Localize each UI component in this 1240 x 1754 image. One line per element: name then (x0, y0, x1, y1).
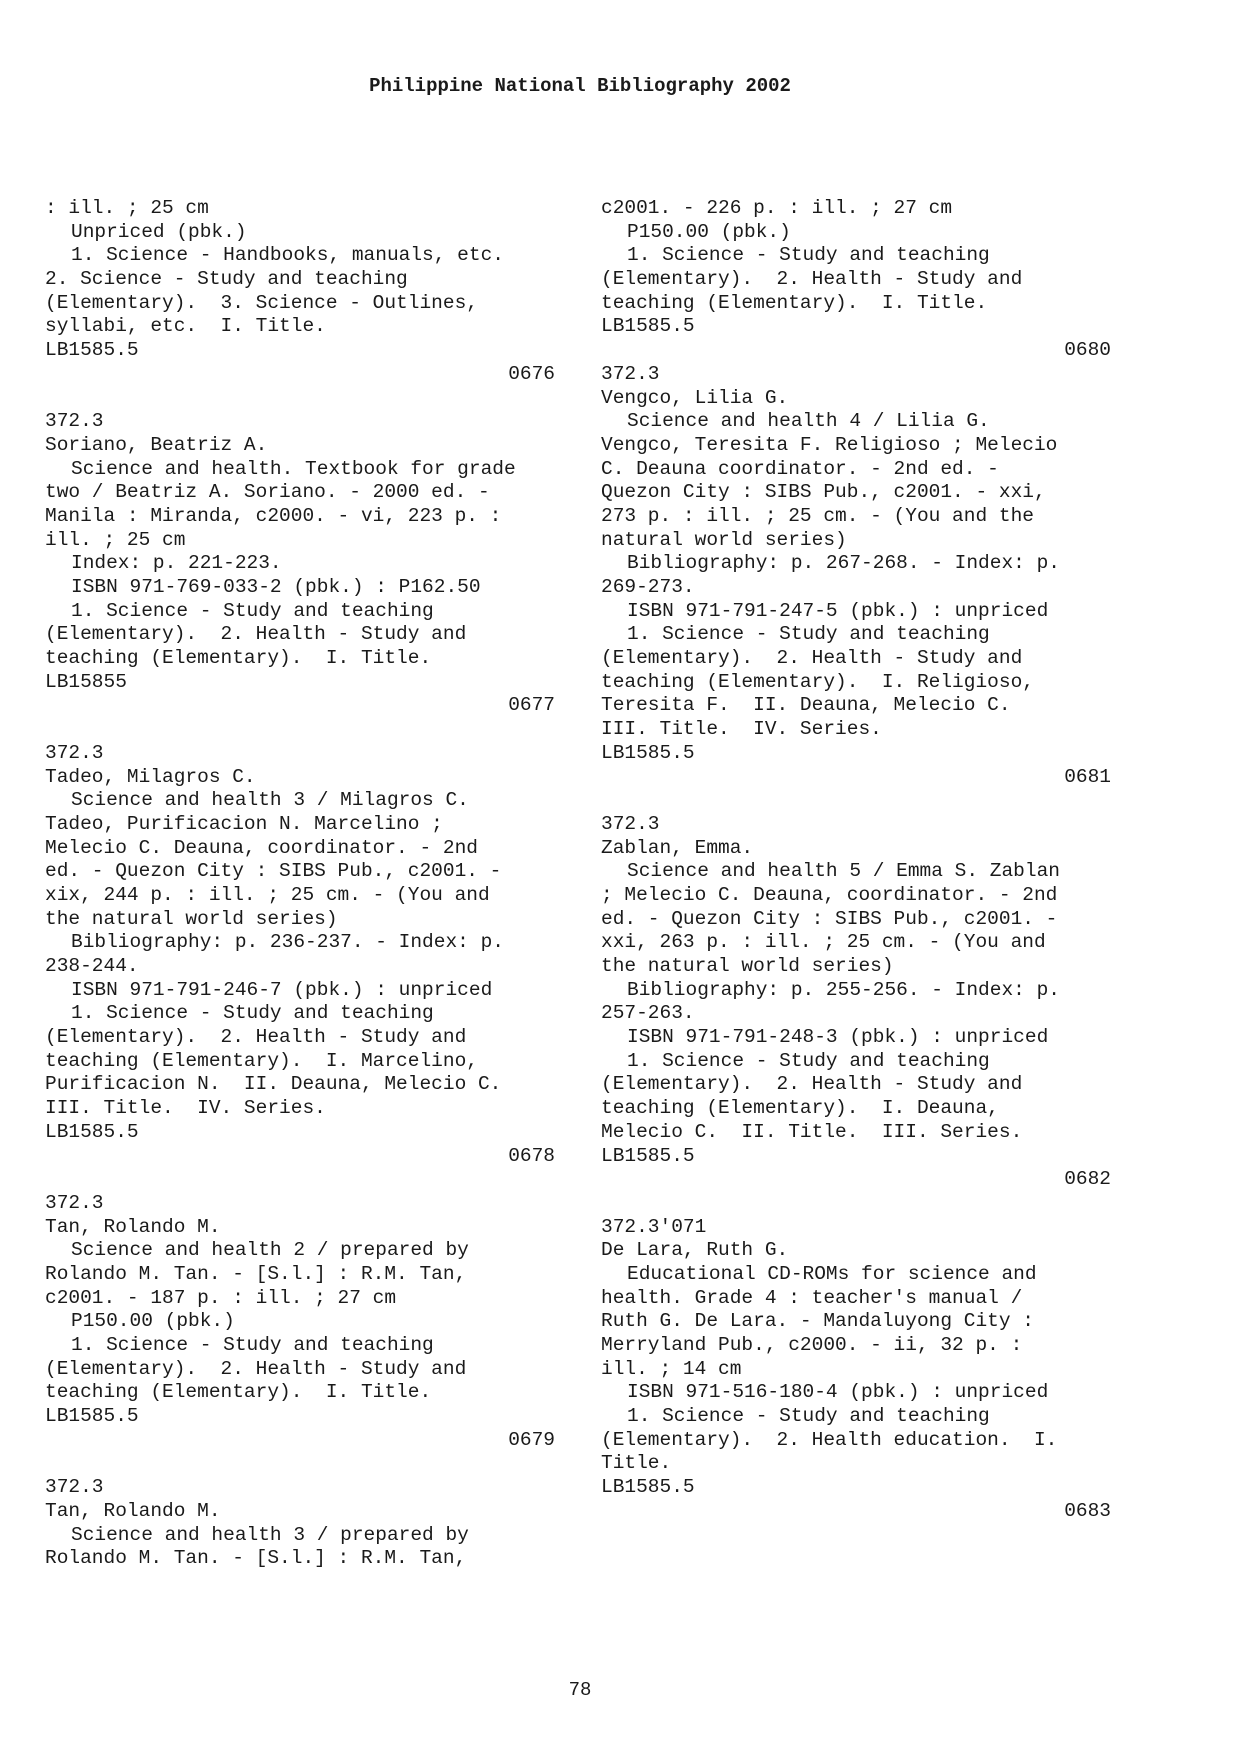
entry-line: III. Title. IV. Series. (45, 1097, 326, 1120)
entry-line: c2001. - 226 p. : ill. ; 27 cm (601, 197, 953, 219)
entry-line: 372.3 (45, 741, 104, 764)
entry-number: 0679 (508, 1428, 555, 1451)
entry-number: 0682 (1064, 1168, 1111, 1191)
entry-number: 0681 (1064, 765, 1111, 788)
entry-line: teaching (Elementary). I. Title. (45, 1381, 432, 1404)
entry-line: LB1585.5 (601, 741, 695, 764)
entry-line-indented: P150.00 (pbk.) (71, 1310, 235, 1333)
entry-line-indented: Unpriced (pbk.) (71, 220, 247, 243)
page-title: Philippine National Bibliography 2002 (369, 75, 791, 97)
entry-line: LB1585.5 (45, 1120, 139, 1143)
entry-line: ; Melecio C. Deauna, coordinator. - 2nd (601, 883, 1058, 906)
blank-line (601, 1192, 1111, 1216)
entry-line: 257-263. (601, 1002, 695, 1025)
entry-line: 372.3 (601, 362, 660, 385)
entry-line-indented: Bibliography: p. 267-268. - Index: p. (627, 552, 1060, 575)
entry-line-indented: 1. Science - Study and teaching (627, 1405, 990, 1428)
entry-line-indented: ISBN 971-791-248-3 (pbk.) : unpriced (627, 1026, 1049, 1049)
entry-line-indented: 1. Science - Study and teaching (627, 244, 990, 267)
entry-line-indented: Educational CD-ROMs for science and (627, 1262, 1037, 1285)
entry-number: 0680 (1064, 339, 1111, 362)
entry-line: III. Title. IV. Series. (601, 718, 882, 741)
entry-number: 0678 (508, 1144, 555, 1167)
entry-line: Manila : Miranda, c2000. - vi, 223 p. : (45, 504, 502, 527)
right-column (601, 197, 1111, 1524)
entry-line: teaching (Elementary). I. Deauna, (601, 1097, 999, 1120)
entry-line: (Elementary). 2. Health - Study and (45, 1357, 467, 1380)
entry-line-indented: Science and health 3 / prepared by (71, 1523, 469, 1546)
entry-line: LB1585.5 (601, 1144, 695, 1167)
entry-line-indented: 1. Science - Study and teaching (71, 599, 434, 622)
entry-line-indented: Science and health 5 / Emma S. Zablan (627, 860, 1060, 883)
entry-line-indented: 1. Science - Study and teaching (71, 1002, 434, 1025)
entry-line: LB1585.5 (601, 315, 695, 338)
entry-line: teaching (Elementary). I. Marcelino, (45, 1049, 478, 1072)
entry-line: Rolando M. Tan. - [S.l.] : R.M. Tan, (45, 1262, 467, 1285)
entry-line: xxi, 263 p. : ill. ; 25 cm. - (You and (601, 931, 1046, 954)
entry-line: (Elementary). 2. Health - Study and (601, 647, 1023, 670)
entry-line: 372.3 (45, 410, 104, 433)
entry-line: Vengco, Lilia G. (601, 386, 789, 409)
entry-line-indented: 1. Science - Study and teaching (71, 1334, 434, 1356)
entry-line: Tadeo, Purificacion N. Marcelino ; (45, 812, 443, 835)
entry-number: 0683 (1064, 1499, 1111, 1522)
entry-line: the natural world series) (45, 907, 338, 930)
entry-line: Ruth G. De Lara. - Mandaluyong City : (601, 1310, 1034, 1333)
entry-line: teaching (Elementary). I. Title. (45, 647, 432, 670)
entry-number: 0676 (508, 362, 555, 385)
entry-line: 372.3'071 (601, 1215, 707, 1238)
entry-line: (Elementary). 2. Health - Study and (45, 1026, 467, 1049)
entry-line-indented: Bibliography: p. 255-256. - Index: p. (627, 978, 1060, 1001)
entry-line-indented: ISBN 971-791-246-7 (pbk.) : unpriced (71, 978, 493, 1001)
left-column (45, 197, 555, 1571)
entry-line: health. Grade 4 : teacher's manual / (601, 1286, 1023, 1309)
entry-line-indented: 1. Science - Study and teaching (627, 1049, 990, 1072)
entry-line: LB1585.5 (45, 1405, 139, 1428)
entry-line: (Elementary). 3. Science - Outlines, (45, 291, 478, 314)
entry-line: Teresita F. II. Deauna, Melecio C. (601, 694, 1011, 717)
entry-line: 2. Science - Study and teaching (45, 268, 408, 291)
entry-line: the natural world series) (601, 955, 894, 977)
entry-line: 372.3 (45, 1476, 104, 1499)
entry-line: Vengco, Teresita F. Religioso ; Melecio (601, 433, 1058, 456)
entry-line-indented: Science and health. Textbook for grade (71, 457, 516, 480)
entry-line-indented: Science and health 3 / Milagros C. (71, 789, 469, 812)
entry-line: 372.3 (601, 812, 660, 835)
entry-line: Tan, Rolando M. (45, 1499, 221, 1522)
entry-line-indented: 1. Science - Study and teaching (627, 623, 990, 646)
entry-line-indented: ISBN 971-769-033-2 (pbk.) : P162.50 (71, 576, 481, 598)
entry-line: Title. (601, 1452, 672, 1475)
entry-line-indented: P150.00 (pbk.) (627, 220, 791, 243)
entry-line: Soriano, Beatriz A. (45, 433, 268, 456)
entry-line: teaching (Elementary). I. Title. (601, 291, 988, 314)
entry-line-indented: Science and health 2 / prepared by (71, 1239, 469, 1262)
entry-line-indented: Science and health 4 / Lilia G. (627, 410, 990, 433)
entry-line: 238-244. (45, 955, 139, 977)
entry-line: 273 p. : ill. ; 25 cm. - (You and the (601, 504, 1034, 527)
entry-line: Melecio C. II. Title. III. Series. (601, 1120, 1023, 1143)
entry-line-indented: Index: p. 221-223. (71, 552, 282, 575)
entry-line: De Lara, Ruth G. (601, 1239, 789, 1262)
entry-line-indented: ISBN 971-791-247-5 (pbk.) : unpriced (627, 599, 1049, 622)
entry-line: Merryland Pub., c2000. - ii, 32 p. : (601, 1334, 1023, 1356)
entry-line: (Elementary). 2. Health - Study and (601, 1073, 1023, 1096)
blank-line (601, 789, 1111, 813)
entry-number: 0677 (508, 694, 555, 717)
entry-line: LB1585.5 (45, 339, 139, 362)
entry-line: Melecio C. Deauna, coordinator. - 2nd (45, 836, 478, 859)
page-number: 78 (568, 1679, 592, 1701)
entry-line: ill. ; 14 cm (601, 1357, 742, 1380)
entry-line: Rolando M. Tan. - [S.l.] : R.M. Tan, (45, 1547, 467, 1570)
entry-line: LB1585.5 (601, 1476, 695, 1499)
entry-line: (Elementary). 2. Health - Study and (601, 268, 1023, 291)
entry-line: two / Beatriz A. Soriano. - 2000 ed. - (45, 481, 490, 504)
entry-line: LB15855 (45, 670, 127, 693)
entry-line: C. Deauna coordinator. - 2nd ed. - (601, 457, 999, 480)
entry-line: Purificacion N. II. Deauna, Melecio C. (45, 1073, 502, 1096)
entry-line: ed. - Quezon City : SIBS Pub., c2001. - (45, 860, 502, 883)
entry-line-indented: ISBN 971-516-180-4 (pbk.) : unpriced (627, 1381, 1049, 1404)
entry-line: (Elementary). 2. Health - Study and (45, 623, 467, 646)
blank-line (45, 1452, 555, 1476)
entry-line: Quezon City : SIBS Pub., c2001. - xxi, (601, 481, 1046, 504)
entry-line: teaching (Elementary). I. Religioso, (601, 670, 1034, 693)
entry-line: c2001. - 187 p. : ill. ; 27 cm (45, 1286, 397, 1309)
entry-line: Zablan, Emma. (601, 836, 754, 859)
entry-line: ill. ; 25 cm (45, 528, 186, 551)
entry-line: 269-273. (601, 576, 695, 598)
entry-line: natural world series) (601, 528, 847, 551)
blank-line (45, 1168, 555, 1192)
entry-line: (Elementary). 2. Health education. I. (601, 1428, 1058, 1451)
blank-line (45, 718, 555, 742)
entry-line: Tan, Rolando M. (45, 1215, 221, 1238)
entry-line-indented: Bibliography: p. 236-237. - Index: p. (71, 931, 504, 954)
entry-line: xix, 244 p. : ill. ; 25 cm. - (You and (45, 883, 490, 906)
entry-line: syllabi, etc. I. Title. (45, 315, 326, 338)
entry-line: ed. - Quezon City : SIBS Pub., c2001. - (601, 907, 1058, 930)
entry-line: Tadeo, Milagros C. (45, 765, 256, 788)
entry-line-indented: 1. Science - Handbooks, manuals, etc. (71, 244, 504, 267)
entry-line: 372.3 (45, 1191, 104, 1214)
blank-line (45, 387, 555, 411)
entry-line: : ill. ; 25 cm (45, 197, 209, 219)
